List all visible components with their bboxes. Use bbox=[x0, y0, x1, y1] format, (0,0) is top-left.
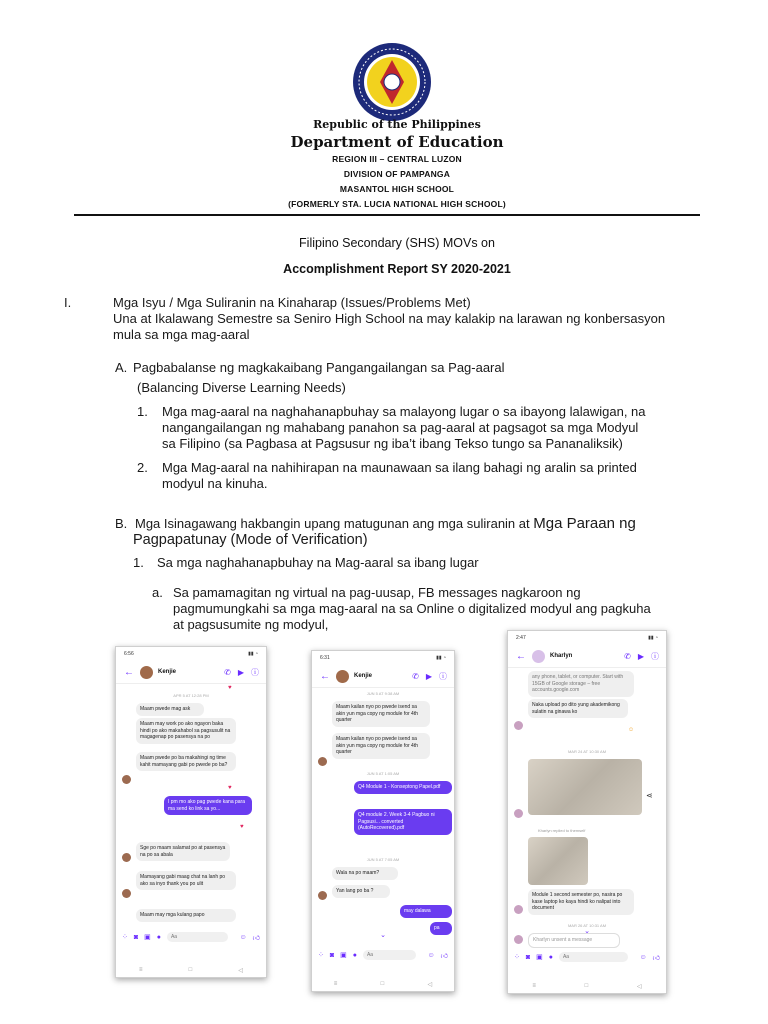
back-icon[interactable]: ◁ bbox=[427, 981, 433, 988]
menu-icon[interactable]: ≡ bbox=[139, 967, 143, 973]
contact-name: Kenjie bbox=[354, 673, 373, 679]
microphone-icon[interactable]: ● bbox=[548, 953, 553, 961]
info-icon[interactable]: ⓘ bbox=[651, 651, 659, 661]
home-icon[interactable]: □ bbox=[380, 981, 385, 987]
status-time: 6:31 bbox=[320, 655, 330, 661]
phone-icon[interactable]: ✆ bbox=[624, 651, 631, 661]
back-arrow-icon[interactable]: ← bbox=[124, 666, 134, 678]
department-heading: Department of Education bbox=[290, 133, 504, 151]
avatar bbox=[122, 889, 131, 898]
message-bubble-sent: may dalawa bbox=[400, 905, 452, 918]
composer-bar bbox=[312, 947, 454, 963]
info-icon[interactable]: ⓘ bbox=[439, 671, 447, 681]
reaction-icon: ☺ bbox=[628, 727, 635, 733]
link-preview-bubble[interactable]: any phone, tablet, or computer. Start with 15GB of Google storage – free accounts.google.com bbox=[528, 671, 634, 697]
back-arrow-icon[interactable]: ← bbox=[516, 650, 526, 662]
timestamp: JUN 5 AT 1:05 AM bbox=[366, 771, 400, 776]
reply-note: Kharlyn replied to themself bbox=[538, 828, 586, 833]
emoji-icon[interactable]: ☺ bbox=[239, 933, 247, 941]
apps-icon[interactable]: ⁘ bbox=[122, 934, 128, 941]
message-bubble: Maam may work po ako ngayon baka hindi po ako makahabol sa pagsusulit na magagenap po pasensya na po bbox=[136, 718, 236, 744]
like-icon[interactable]: 👍︎ bbox=[252, 934, 260, 942]
apps-icon[interactable]: ⁘ bbox=[514, 954, 520, 961]
status-icons: ▮▮ ◔ bbox=[248, 651, 258, 657]
phone-icon[interactable]: ✆ bbox=[224, 667, 231, 677]
list-item-line: modyul na kinuha. bbox=[162, 476, 268, 491]
image-icon[interactable]: ▣ bbox=[144, 934, 151, 941]
video-icon[interactable]: ▶ bbox=[237, 667, 244, 677]
avatar bbox=[122, 853, 131, 862]
timestamp: JUN 5 AT 9:38 AM bbox=[366, 691, 400, 696]
section-sub-line-1: Una at Ikalawang Semestre sa Seniro High School na may kalakip na larawan ng konbersasyon bbox=[113, 311, 666, 326]
message-bubble: Mamayang gabi maag chat na lanh po ako sa inyo thank you po ulit bbox=[136, 871, 236, 890]
section-heading: Mga Isyu / Mga Suliranin na Kinaharap (Issues/Problems Met) bbox=[113, 295, 471, 310]
message-bubble: Maam pwede mag ask bbox=[136, 703, 204, 716]
video-icon[interactable]: ▶ bbox=[637, 651, 644, 661]
section-b-label: B. bbox=[115, 516, 128, 531]
message-input[interactable]: Aa bbox=[559, 952, 628, 962]
notebook-photo[interactable] bbox=[528, 837, 588, 885]
file-attachment-bubble[interactable]: Q4 Module 1 - Konseptong Papel.pdf bbox=[354, 781, 452, 794]
title-line-1: Filipino Secondary (SHS) MOVs on bbox=[299, 236, 495, 250]
status-icons: ▮▮ ◔ bbox=[648, 635, 658, 641]
subitem-line: pagmumungkahi sa mga mag-aaral na sa Online o digitalized modyul ang pagkuha bbox=[173, 601, 651, 616]
menu-icon[interactable]: ≡ bbox=[333, 981, 338, 987]
section-b-line-2: Pagpapatunay (Mode of Verification) bbox=[133, 532, 368, 548]
chat-header bbox=[116, 661, 266, 684]
region-line: REGION III – CENTRAL LUZON bbox=[332, 154, 462, 164]
subitem-line: at pagsusumite ng modyul, bbox=[173, 617, 329, 632]
android-nav-bar bbox=[116, 963, 266, 977]
camera-icon[interactable]: ◙ bbox=[525, 953, 531, 961]
home-icon[interactable]: □ bbox=[188, 967, 193, 973]
timestamp: JUN 5 AT 7:05 AM bbox=[366, 857, 400, 862]
avatar bbox=[514, 809, 523, 818]
contact-name: Kenjie bbox=[158, 669, 177, 675]
message-bubble: Wala na po maam? bbox=[332, 867, 398, 880]
microphone-icon[interactable]: ● bbox=[352, 951, 357, 959]
video-icon[interactable]: ▶ bbox=[425, 671, 432, 681]
list-item-number: 2. bbox=[137, 460, 148, 475]
title-line-2: Accomplishment Report SY 2020-2021 bbox=[283, 262, 511, 276]
heart-reaction-icon: ♥ bbox=[240, 824, 244, 830]
section-numeral: I. bbox=[64, 295, 72, 310]
section-a-sub: (Balancing Diverse Learning Needs) bbox=[137, 380, 346, 395]
avatar bbox=[122, 775, 131, 784]
contact-name: Kharlyn bbox=[550, 653, 573, 659]
status-icons: ▮▮ ◔ bbox=[436, 655, 446, 661]
composer-bar bbox=[508, 949, 666, 965]
message-input[interactable]: Aa bbox=[363, 950, 416, 960]
list-item-number: 1. bbox=[133, 555, 144, 570]
section-b-line-1: Mga Isinagawang hakbangin upang matugunan ang mga suliranin at Mga Paraan ng bbox=[135, 515, 636, 532]
heart-reaction-icon: ♥ bbox=[228, 685, 232, 691]
back-arrow-icon[interactable]: ← bbox=[320, 670, 330, 682]
android-nav-bar bbox=[508, 979, 666, 993]
header-divider bbox=[74, 214, 700, 216]
message-bubble: Naka upload po dito yung akademikong sulatin na ginawa ko bbox=[528, 699, 628, 718]
info-icon[interactable]: ⓘ bbox=[251, 667, 259, 677]
share-icon[interactable]: ⋖ bbox=[646, 791, 653, 800]
section-a-label: A. bbox=[115, 360, 128, 375]
avatar bbox=[318, 757, 327, 766]
chat-header bbox=[508, 645, 666, 668]
heart-reaction-icon: ♥ bbox=[228, 785, 232, 791]
message-bubble: Maam kailan nyo po pwede isend sa akin yun mga copy ng module for 4th quarter bbox=[332, 701, 430, 727]
image-icon[interactable]: ▣ bbox=[340, 952, 347, 959]
republic-heading: Republic of the Philippines bbox=[313, 118, 481, 131]
school-line: MASANTOL HIGH SCHOOL bbox=[339, 184, 455, 194]
file-attachment-bubble[interactable]: Q4 module 2. Week 3-4 Pagbuo ni Pagsusi... converted (AutoRecovered).pdf bbox=[354, 809, 452, 835]
timestamp: APR 5 AT 12:28 PM bbox=[173, 693, 209, 698]
avatar bbox=[514, 721, 523, 730]
list-item-number: 1. bbox=[137, 404, 148, 419]
division-line: DIVISION OF PAMPANGA bbox=[343, 169, 451, 179]
avatar bbox=[532, 650, 545, 663]
list-item-line: sa Filipino (sa Pagbasa at Pagsusur ng iba’t ibang Tekso tungo sa Pananaliksik) bbox=[162, 436, 623, 451]
message-bubble: Module 1 second semester po, nasira po kase laptop ko kaya hindi ko nalipat into document bbox=[528, 889, 634, 915]
section-a-heading: Pagbabalanse ng magkakaibang Pangangailangan sa Pag-aaral bbox=[133, 360, 505, 375]
message-bubble: Maam kailan nyo po pwede isend sa akin yun mga copy ng module for 4th quarter bbox=[332, 733, 430, 759]
messenger-screenshot-3 bbox=[507, 630, 667, 994]
back-icon[interactable]: ◁ bbox=[238, 967, 243, 974]
android-nav-bar bbox=[312, 977, 454, 991]
avatar bbox=[336, 670, 349, 683]
status-time: 2:47 bbox=[516, 635, 526, 641]
section-b-item-1: Sa mga naghahanapbuhay na Mag-aaral sa ibang lugar bbox=[157, 555, 479, 570]
like-icon[interactable]: 👍︎ bbox=[652, 954, 660, 962]
avatar bbox=[140, 666, 153, 679]
message-bubble: Maam pwede po ba makahingi ng time kahit mamayang gabi po pwede po ba? bbox=[136, 752, 236, 771]
like-icon[interactable]: 👍︎ bbox=[440, 952, 448, 960]
camera-icon[interactable]: ◙ bbox=[329, 951, 335, 959]
message-bubble-sent: pa bbox=[430, 922, 452, 935]
list-item-line: Mga mag-aaral na naghahanapbuhay sa malayong lugar o sa ibayong lalawigan, na bbox=[162, 404, 646, 419]
list-item-line: nangangailangan ng mahabang panahon sa pag-aaral at pagsagot sa mga Modyul bbox=[162, 420, 639, 435]
message-bubble-sent: I pm mo ako pag pwede kana para ma send ko link sa yo... bbox=[164, 796, 252, 815]
status-time: 6:56 bbox=[124, 651, 134, 657]
avatar bbox=[514, 935, 523, 944]
list-item-line: Mga Mag-aaral na nahihirapan na maunawaan sa ilang bahagi ng aralin sa printed bbox=[162, 460, 637, 475]
message-bubble: Maam may mga kulang papo bbox=[136, 909, 236, 922]
subitem-label: a. bbox=[152, 585, 163, 600]
camera-icon[interactable]: ◙ bbox=[133, 933, 139, 941]
message-bubble: Sge po maam salamat po at pasensya na po sa abala bbox=[136, 842, 230, 861]
apps-icon[interactable]: ⁘ bbox=[318, 952, 324, 959]
phone-icon[interactable]: ✆ bbox=[412, 671, 419, 681]
messenger-screenshot-2 bbox=[311, 650, 455, 992]
formerly-line: (FORMERLY STA. LUCIA NATIONAL HIGH SCHOOL) bbox=[288, 199, 506, 209]
notebook-photo[interactable] bbox=[528, 759, 642, 815]
section-sub-line-2: mula sa mga mag-aaral bbox=[113, 327, 250, 342]
deped-seal-logo bbox=[352, 42, 432, 122]
microphone-icon[interactable]: ● bbox=[156, 933, 161, 941]
emoji-icon[interactable]: ☺ bbox=[639, 953, 647, 961]
menu-icon[interactable]: ≡ bbox=[532, 983, 536, 989]
emoji-icon[interactable]: ☺ bbox=[427, 951, 435, 959]
messenger-screenshot-1 bbox=[115, 646, 267, 978]
message-bubble: Yan lang po ba ? bbox=[332, 885, 390, 898]
back-icon[interactable]: ◁ bbox=[636, 983, 642, 990]
avatar bbox=[514, 905, 523, 914]
home-icon[interactable]: □ bbox=[584, 983, 589, 989]
avatar bbox=[318, 891, 327, 900]
timestamp: MAR 24 AT 10:30 AM bbox=[567, 749, 607, 754]
scroll-down-icon[interactable]: ⌄ bbox=[380, 932, 386, 939]
unsent-message-note: Kharlyn unsent a message bbox=[528, 933, 620, 948]
message-input[interactable]: Aa bbox=[167, 932, 228, 942]
chat-header bbox=[312, 665, 454, 688]
composer-bar bbox=[116, 929, 266, 945]
timestamp: MAR 26 AT 10:31 AM bbox=[567, 923, 607, 928]
image-icon[interactable]: ▣ bbox=[536, 954, 543, 961]
scroll-down-icon[interactable]: ⌄ bbox=[584, 928, 590, 935]
subitem-line: Sa pamamagitan ng virtual na pag-uusap, FB messages nagkaroon ng bbox=[173, 585, 581, 600]
